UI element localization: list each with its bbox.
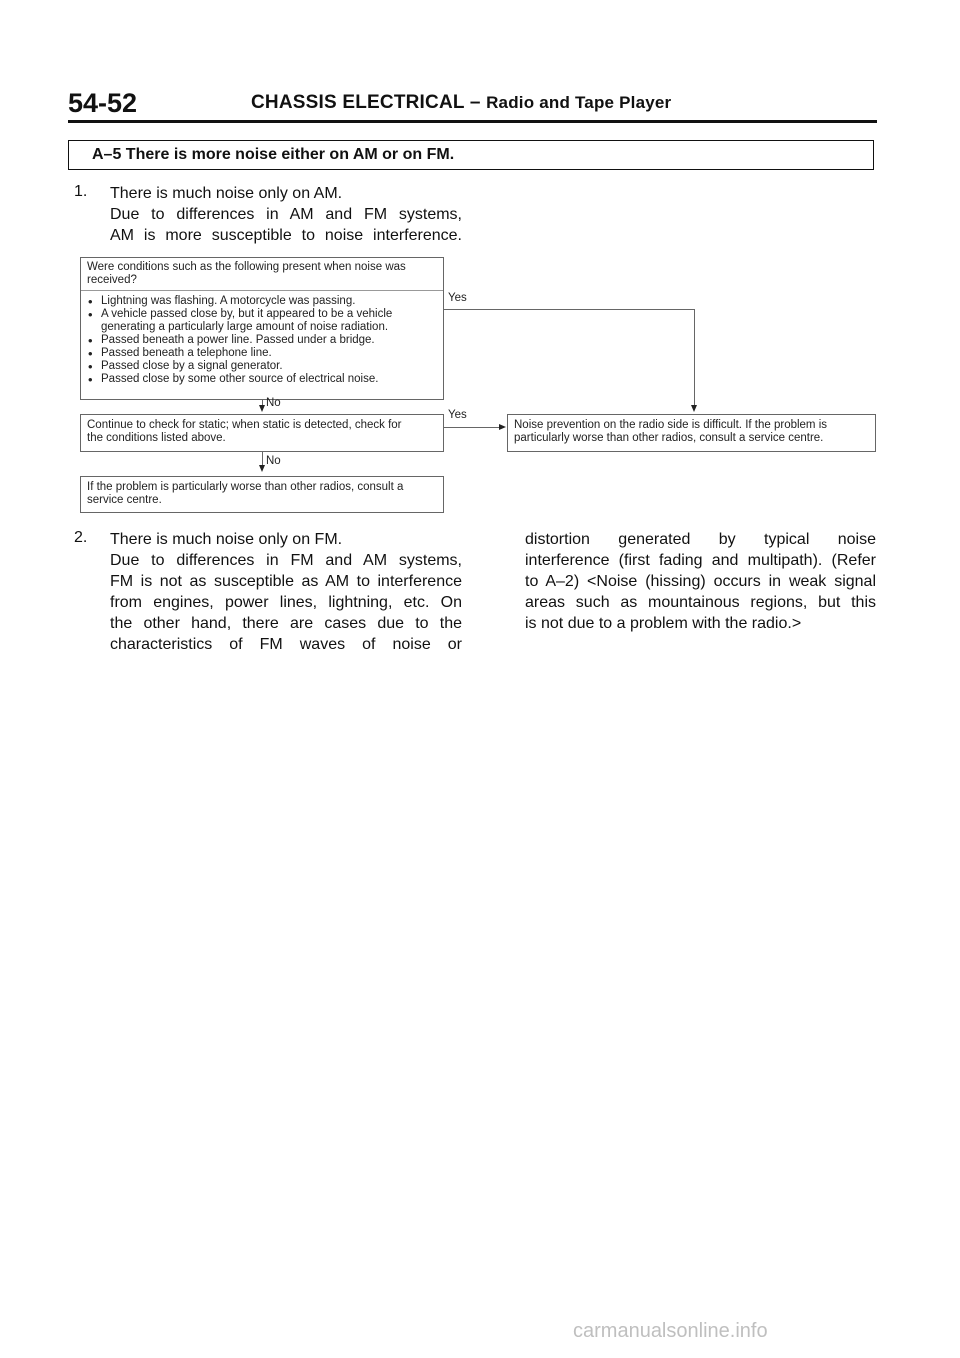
chapter-title bbox=[251, 92, 671, 114]
item-2-line: distortion generated by typical noise bbox=[525, 531, 876, 548]
item-1-text bbox=[110, 183, 462, 246]
service-line: service centre. bbox=[87, 494, 162, 506]
connector-line-yes-1 bbox=[444, 309, 695, 310]
service-line: If the problem is particularly worse than other radios, consult a bbox=[87, 481, 404, 493]
connector-line-down-right bbox=[694, 309, 695, 406]
condition-item: • A vehicle passed close by, but it appeared to be a vehicle generating a particularly large amount of noise radiation. bbox=[87, 308, 437, 334]
item-2-left-column bbox=[110, 529, 462, 655]
arrow-down-icon bbox=[259, 465, 265, 472]
chapter-title-separator: – bbox=[469, 92, 481, 113]
item-2-line: the other hand, there are cases due to the bbox=[110, 615, 462, 632]
item-2-line: There is much noise only on FM. bbox=[110, 531, 343, 548]
item-2-number: 2. bbox=[74, 529, 88, 546]
item-1-line: AM is more susceptible to noise interference. bbox=[110, 227, 462, 244]
section-heading: A–5 There is more noise either on AM or on FM. bbox=[92, 146, 455, 163]
item-2-line: interference (first fading and multipath). (Refer bbox=[525, 552, 876, 569]
flowchart-service-box bbox=[80, 476, 444, 513]
item-1-line: There is much noise only on AM. bbox=[110, 185, 343, 202]
header-rule bbox=[68, 120, 877, 123]
chapter-subtitle: Radio and Tape Player bbox=[486, 93, 672, 112]
continue-line: the conditions listed above. bbox=[87, 432, 226, 444]
question-line: received? bbox=[87, 274, 137, 286]
no-label-question: No bbox=[266, 397, 281, 409]
arrow-down-icon bbox=[691, 405, 697, 412]
connector-line-yes-2 bbox=[444, 427, 500, 428]
yes-label-question: Yes bbox=[448, 292, 467, 304]
item-2-line: from engines, power lines, lightning, etc. On bbox=[110, 594, 462, 611]
condition-item: • Passed beneath a power line. Passed under a bridge. bbox=[87, 334, 437, 347]
item-2-line: is not due to a problem with the radio.> bbox=[525, 615, 802, 632]
result-line: Noise prevention on the radio side is difficult. If the problem is bbox=[514, 419, 828, 431]
condition-item: • Lightning was flashing. A motorcycle was passing. bbox=[87, 295, 437, 308]
flowchart-question-box bbox=[80, 257, 444, 400]
condition-list bbox=[87, 295, 437, 386]
arrow-down-icon bbox=[259, 405, 265, 412]
item-2-line: areas such as mountainous regions, but this bbox=[525, 594, 876, 611]
flowchart-result-box bbox=[507, 414, 876, 452]
item-1-number: 1. bbox=[74, 183, 88, 200]
chapter-title-main: CHASSIS ELECTRICAL bbox=[251, 92, 465, 113]
item-2-line: Due to differences in FM and AM systems, bbox=[110, 552, 462, 569]
yes-label-continue: Yes bbox=[448, 409, 467, 421]
condition-item: • Passed beneath a telephone line. bbox=[87, 347, 437, 360]
arrow-right-icon bbox=[499, 424, 506, 430]
continue-line: Continue to check for static; when static is detected, check for bbox=[87, 419, 402, 431]
page-number: 54-52 bbox=[68, 88, 138, 118]
condition-item: • Passed close by a signal generator. bbox=[87, 360, 437, 373]
question-line: Were conditions such as the following present when noise was bbox=[87, 261, 406, 273]
no-label-continue: No bbox=[266, 455, 281, 467]
connector-line-no-2 bbox=[262, 452, 263, 466]
item-2-line: characteristics of FM waves of noise or bbox=[110, 636, 462, 653]
item-2-line: to A–2) <Noise (hissing) occurs in weak signal bbox=[525, 573, 876, 590]
question-divider bbox=[81, 290, 443, 291]
item-1-line: Due to differences in AM and FM systems, bbox=[110, 206, 462, 223]
watermark: carmanualsonline.info bbox=[573, 1320, 768, 1342]
item-2-right-column bbox=[525, 529, 876, 634]
flowchart-continue-box bbox=[80, 414, 444, 452]
condition-item: • Passed close by some other source of electrical noise. bbox=[87, 373, 437, 386]
result-line: particularly worse than other radios, consult a service centre. bbox=[514, 432, 824, 444]
item-2-line: FM is not as susceptible as AM to interference bbox=[110, 573, 462, 590]
